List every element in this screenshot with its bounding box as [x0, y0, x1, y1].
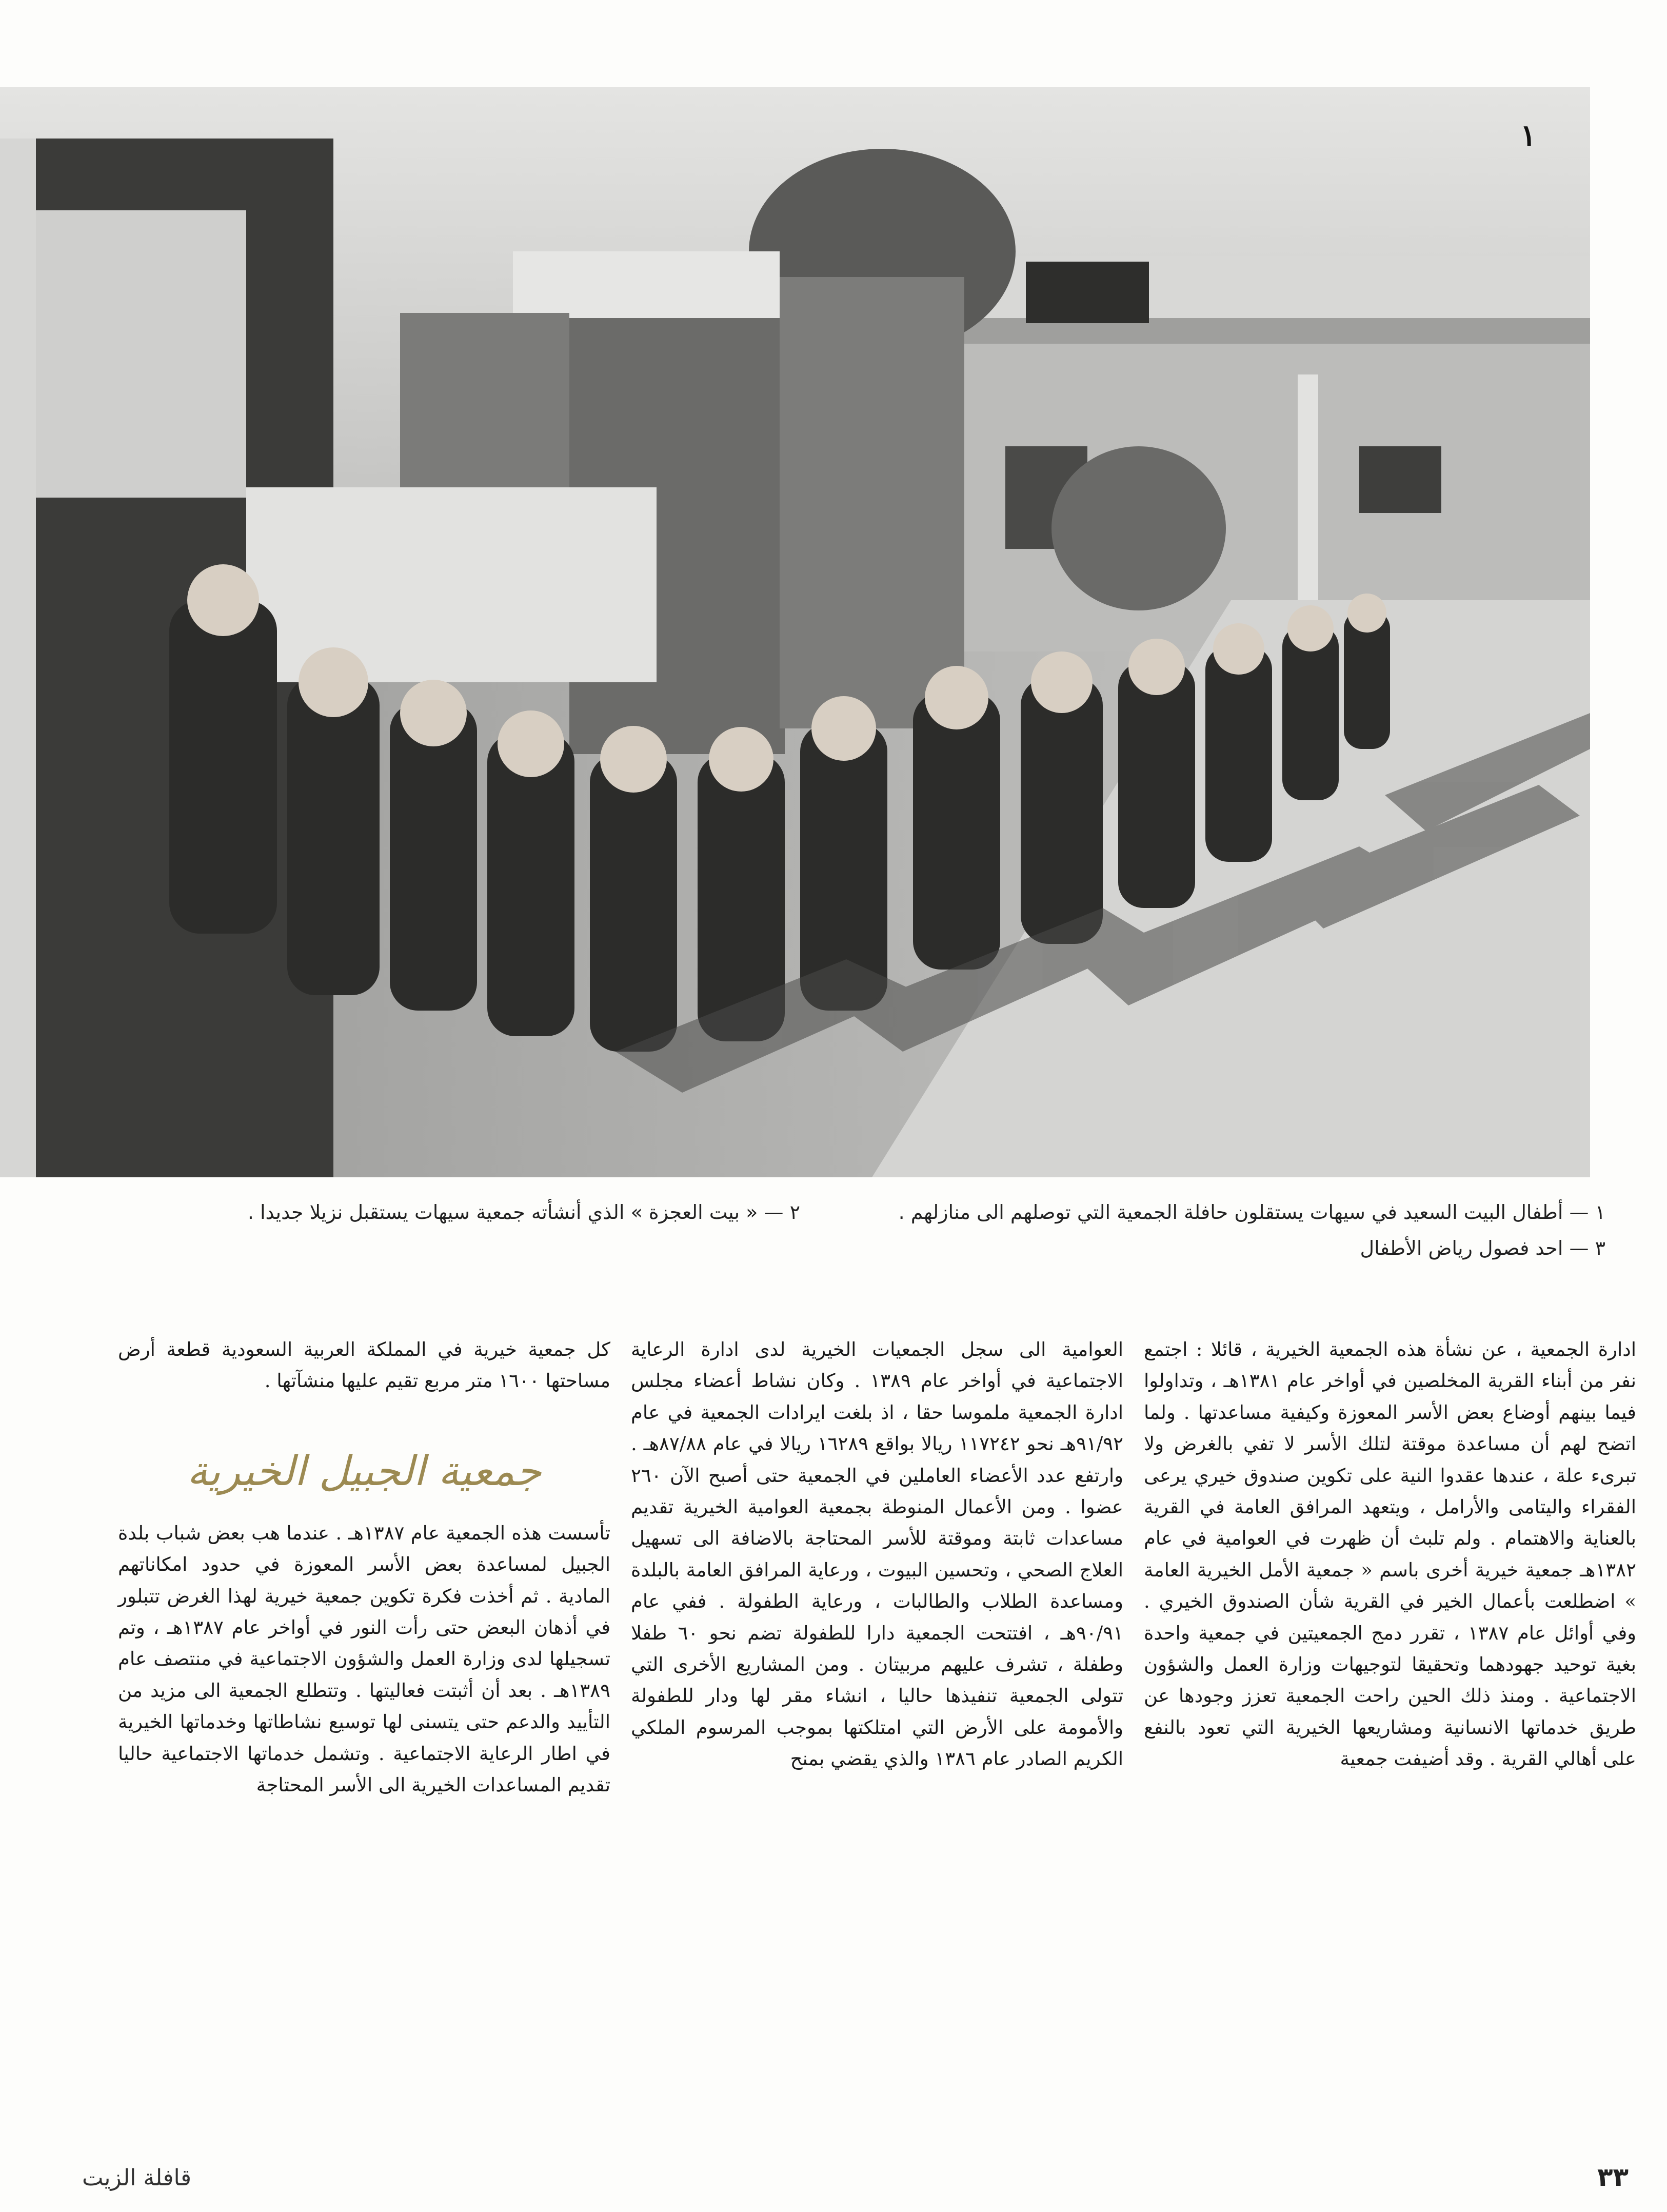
page-number: ٣٣: [1597, 2162, 1629, 2192]
photo-caption-2: ٢ — « بيت العجزة » الذي أنشأته جمعية سيهات يستقبل نزيلا جديدا .: [247, 1201, 800, 1223]
article-paragraph: تأسست هذه الجمعية عام ١٣٨٧هـ . عندما هب بعض شباب بلدة الجبيل لمساعدة بعض الأسر المعوزة في حدود امكاناتهم المادية . ثم أخذت فكرة تكوين جمعية خيرية لهذا الغرض تتبلور في أذهان البعض حتى رأت النور في أواخر عام ١٣٨٧هـ ، وتم تسجيلها لدى وزارة العمل والشؤون الاجتماعية في منتصف عام ١٣٨٩هـ . بعد أن أثبتت فعاليتها . وتتطلع الجمعية الى مزيد من التأييد والدعم حتى يتسنى لها توسيع نشاطاتها وخدماتها الخيرية في اطار الرعاية الاجتماعية . وتشمل خدماتها الاجتماعية حاليا تقديم المساعدات الخيرية الى الأسر المحتاجة: [118, 1522, 611, 1796]
section-heading: جمعية الجبيل الخيرية: [187, 1447, 542, 1495]
magazine-name: قافلة الزيت: [82, 2165, 191, 2191]
photo-number: ١: [1520, 118, 1536, 153]
article-paragraph: كل جمعية خيرية في المملكة العربية السعودية قطعة أرض مساحتها ١٦٠٠ متر مربع تقيم عليها منشآتها .: [118, 1338, 610, 1392]
article-column-left: [118, 1334, 610, 2134]
photo-children-boarding-bus: [0, 87, 1590, 1177]
article-paragraph: العوامية الى سجل الجمعيات الخيرية لدى ادارة الرعاية الاجتماعية في أواخر عام ١٣٨٩ . وكان نشاط أعضاء مجلس ادارة الجمعية ملموسا حقا ، اذ بلغت ايرادات الجمعية في عام ٩١/٩٢هـ نحو ١١٧٢٤٢ ريالا بواقع ١٦٢٨٩ ريالا في عام ٨٧/٨٨هـ . وارتفع عدد الأعضاء العاملين في الجمعية حتى أصبح الآن ٢٦٠ عضوا . ومن الأعمال المنوطة بجمعية العوامية الخيرية تقديم مساعدات ثابتة وموقتة للأسر المحتاجة بالاضافة الى تسهيل العلاج الصحي ، وتحسين البيوت ، ورعاية المرافق العامة بالبلدة ومساعدة الطلاب والطالبات ، ورعاية الطفولة . ففي عام ٩٠/٩١هـ ، افتتحت الجمعية دارا للطفولة تضم نحو ٦٠ طفلا وطفلة ، تشرف عليهم مربيتان . ومن المشاريع الأخرى التي تتولى الجمعية تنفيذها حاليا ، انشاء مقر لها ودار للطفولة والأمومة على الأرض التي امتلكتها بموجب المرسوم الملكي الكريم الصادر عام ١٣٨٦ والذي يقضي بمنح: [631, 1338, 1124, 1770]
article-column-middle: [631, 1334, 1123, 2134]
article-paragraph: ادارة الجمعية ، عن نشأة هذه الجمعية الخيرية ، قائلا : اجتمع نفر من أبناء القرية المخلصين في أواخر عام ١٣٨١هـ ، وتداولوا فيما بينهم أوضاع بعض الأسر المعوزة وكيفية مساعدتها . ولما اتضح لهم أن مساعدة موقتة لتلك الأسر لا تفي بالغرض ولا تبرىء علة ، عندها عقدوا النية على تكوين صندوق خيري يرعى الفقراء واليتامى والأرامل ، ويتعهد المرافق العامة في القرية بالعناية والاهتمام . ولم تلبث أن ظهرت في العوامية في عام ١٣٨٢هـ جمعية خيرية أخرى باسم « جمعية الأمل الخيرية العامة » اضطلعت بأعمال الخير في القرية شأن الصندوق الخيري . وفي أوائل عام ١٣٨٧ ، تقرر دمج الجمعيتين في جمعية واحدة بغية توحيد جهودهما وتحقيقا لتوجيهات وزارة العمل والشؤون الاجتماعية . ومنذ ذلك الحين راحت الجمعية تعزز وجودها عن طريق خدماتها الانسانية ومشاريعها الخيرية التي تعود بالنفع على أهالي القرية . وقد أضيفت جمعية: [1144, 1338, 1637, 1770]
photo-illustration: [0, 87, 1590, 1177]
article-column-right: [1144, 1334, 1636, 2134]
photo-caption-3: ٣ — احد فصول رياض الأطفال: [1360, 1237, 1605, 1259]
photo-caption-1: ١ — أطفال البيت السعيد في سيهات يستقلون حافلة الجمعية التي توصلهم الى منازلهم .: [898, 1201, 1605, 1223]
